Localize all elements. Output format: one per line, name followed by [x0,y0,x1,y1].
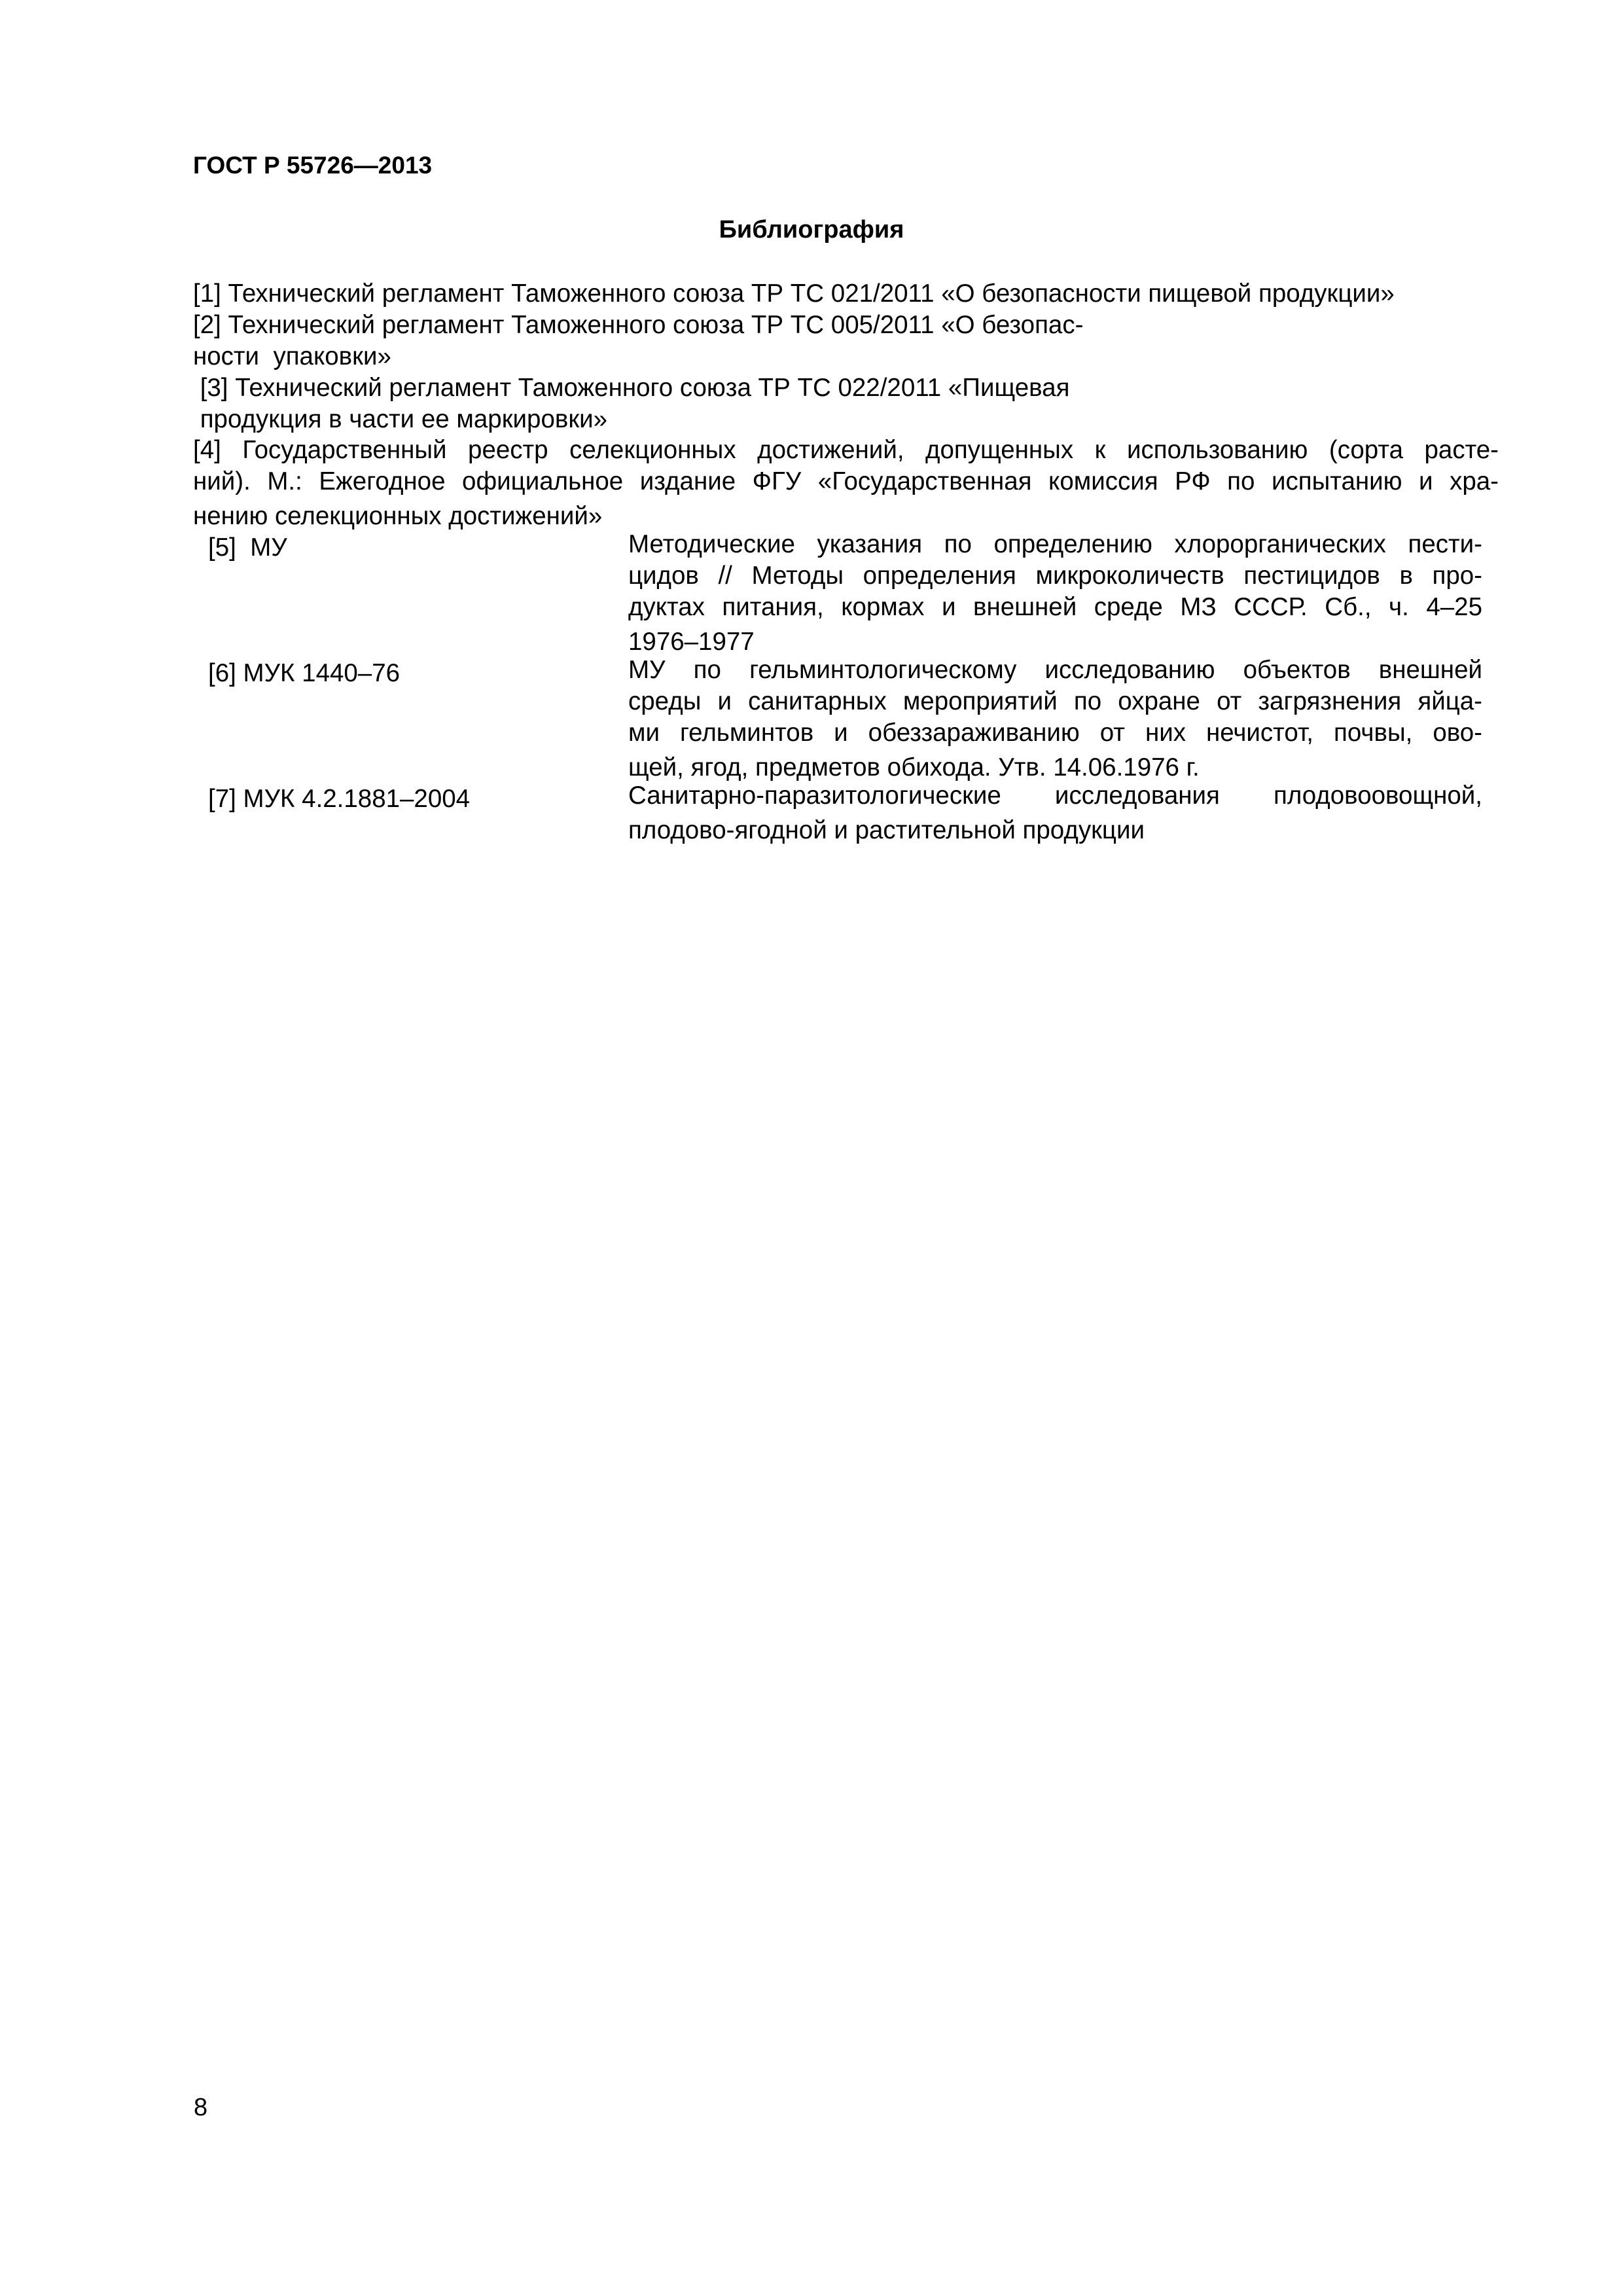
entry-3-line-1: [3] Технический регламент Таможенного союза ТР ТС 022/2011 «Пищевая [193,374,1070,402]
entry-2-line-2: ности упаковки» [193,342,391,370]
page-number: 8 [194,2094,208,2121]
bibliography-title: Библиография [719,216,904,243]
entry-7-line-1: Санитарно-паразитологические исследования плодовоовощной, [628,781,1482,810]
entry-6-line-3: ми гельминтов и обеззараживанию от них нечистот, почвы, ово- [628,719,1482,747]
document-header: ГОСТ Р 55726—2013 [193,152,433,179]
entry-1-line-1: [1] Технический регламент Таможенного союза ТР ТС 021/2011 «О безопасности пищевой продукции» [193,279,1395,308]
entry-6-label: [6] МУК 1440–76 [208,659,401,687]
entry-5-line-3: дуктах питания, кормах и внешней среде МЗ СССР. Сб., ч. 4–25 [628,593,1482,621]
entry-6-line-1: МУ по гельминтологическому исследованию объектов внешней [628,656,1482,684]
entry-4-line-1: [4] Государственный реестр селекционных достижений, допущенных к использованию (сорта расте- [193,436,1499,464]
entry-6-line-4: щей, ягод, предметов обихода. Утв. 14.06.1976 г. [628,753,1200,781]
entry-5-line-2: цидов // Методы определения микроколичеств пестицидов в про- [628,562,1482,590]
entry-7-label: [7] МУК 4.2.1881–2004 [208,785,471,813]
entry-7-line-2: плодово-ягодной и растительной продукции [628,816,1145,844]
entry-5-line-1: Методические указания по определению хлорорганических пести- [628,530,1482,558]
entry-5-label: [5] МУ [208,533,287,562]
entry-6-line-2: среды и санитарных мероприятий по охране от загрязнения яйца- [628,687,1482,715]
entry-4-line-3: нению селекционных достижений» [193,502,603,530]
entry-3-line-2: продукция в части ее маркировки» [193,405,608,433]
entry-5-line-4: 1976–1977 [628,628,755,656]
entry-4-line-2: ний). М.: Ежегодное официальное издание ФГУ «Государственная комиссия РФ по испытанию и хра- [193,467,1499,495]
entry-2-line-1: [2] Технический регламент Таможенного союза ТР ТС 005/2011 «О безопас- [193,311,1084,339]
